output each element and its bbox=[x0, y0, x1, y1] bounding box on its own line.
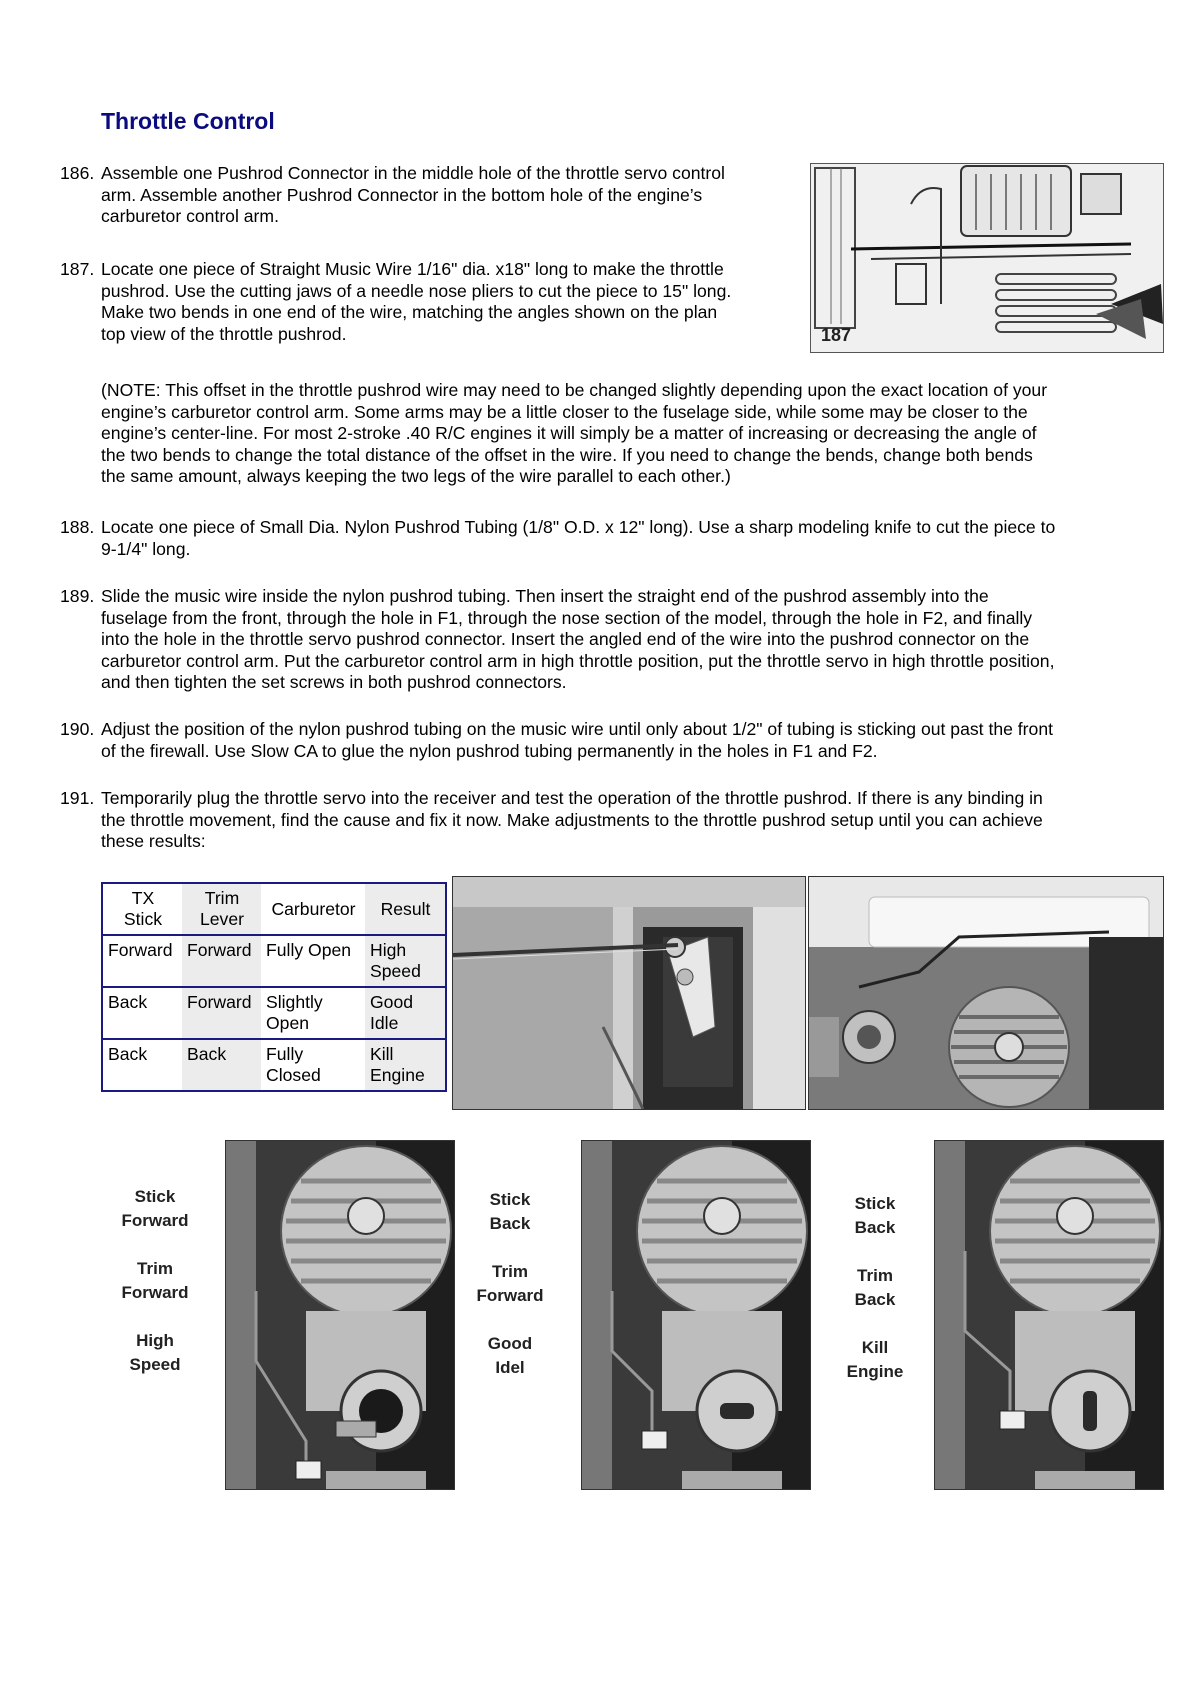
header-carburetor: Carburetor bbox=[261, 883, 365, 935]
text-line: the throttle movement, find the cause and fix it now. Make adjustments to the throttle pushrod setup until you can achieve bbox=[101, 809, 1043, 830]
figure-187-drawing bbox=[810, 163, 1164, 353]
text-line: into the hole in the throttle servo pushrod connector. Insert the angled end of the wire into the pushrod connector on the bbox=[101, 629, 1030, 650]
throttle-results-table bbox=[101, 882, 447, 1092]
engine-photo-icon bbox=[809, 877, 1163, 1109]
text-line: these results: bbox=[101, 831, 206, 852]
servo-photo-icon bbox=[453, 877, 805, 1109]
engine-top-photo bbox=[808, 876, 1164, 1110]
table-row bbox=[102, 987, 446, 1039]
table-row bbox=[102, 1039, 446, 1091]
engine-good-idle-photo bbox=[581, 1140, 811, 1490]
step-text bbox=[101, 788, 1043, 853]
header-tx-stick: TX Stick bbox=[102, 883, 182, 935]
step-number: 187. bbox=[60, 259, 95, 279]
text-line: pushrod. Use the cutting jaws of a needle nose pliers to cut the piece to 15" long. bbox=[101, 280, 732, 301]
text-line: (NOTE: This offset in the throttle pushrod wire may need to be changed slightly depending upon the exact location of your bbox=[101, 380, 1048, 400]
step-text bbox=[101, 517, 1055, 560]
text-line: fuselage from the front, through the hole in F1, through the nose section of the model, through the hole in F2, and finally bbox=[101, 607, 1033, 628]
text-line: top view of the throttle pushrod. bbox=[101, 323, 347, 344]
note-paragraph bbox=[101, 380, 1171, 488]
header-trim-lever: Trim Lever bbox=[182, 883, 261, 935]
text-line: Adjust the position of the nylon pushrod tubing on the music wire until only about 1/2" of tubing is sticking out past the front bbox=[101, 719, 1053, 739]
step-text bbox=[101, 259, 731, 345]
text-line: carburetor control arm. bbox=[101, 206, 279, 227]
step-text bbox=[101, 586, 1054, 694]
table-row bbox=[102, 935, 446, 987]
step-text bbox=[101, 163, 725, 228]
figure-number-label: 187 bbox=[821, 325, 852, 345]
step-number: 188. bbox=[60, 517, 95, 537]
step-number: 186. bbox=[60, 163, 95, 183]
servo-arm-photo bbox=[452, 876, 806, 1110]
text-line: Make two bends in one end of the wire, matching the angles shown on the plan bbox=[101, 302, 718, 323]
text-line: Locate one piece of Straight Music Wire 1/16" dia. x18" long to make the throttle bbox=[101, 259, 724, 279]
text-line: engine’s center-line. For most 2-stroke .40 R/C engines it will simply be a matter of increasing or decreasing the angle of bbox=[101, 423, 1037, 444]
engine-high-speed-photo bbox=[225, 1140, 455, 1490]
header-result: Result bbox=[365, 883, 446, 935]
table-cell: Forward bbox=[182, 935, 261, 987]
table-cell: Fully Open bbox=[261, 935, 365, 987]
page-title: Throttle Control bbox=[101, 108, 275, 134]
text-line: the two bends to change the total distance of the offset in the wire. If you need to change the bends, change both bends bbox=[101, 444, 1033, 465]
text-line: Assemble one Pushrod Connector in the middle hole of the throttle servo control bbox=[101, 163, 725, 183]
table-cell: Good Idle bbox=[365, 987, 446, 1039]
text-line: 9-1/4" long. bbox=[101, 538, 191, 559]
text-line: arm. Assemble another Pushrod Connector in the bottom hole of the engine’s bbox=[101, 184, 703, 205]
text-line: of the firewall. Use Slow CA to glue the nylon pushrod tubing permanently in the holes in F1 and F2. bbox=[101, 740, 878, 761]
table-header-row bbox=[102, 883, 446, 935]
table-cell: Back bbox=[102, 1039, 182, 1091]
table-cell: Back bbox=[182, 1039, 261, 1091]
caption-good-idle: Stick Back Trim Forward Good Idel bbox=[476, 1190, 544, 1377]
step-number: 190. bbox=[60, 719, 95, 739]
table-cell: Kill Engine bbox=[365, 1039, 446, 1091]
text-line: the same amount, always keeping the two legs of the wire parallel to each other.) bbox=[101, 466, 731, 487]
engine-photo-icon bbox=[582, 1141, 810, 1489]
table-cell: Forward bbox=[102, 935, 182, 987]
table-cell: Fully Closed bbox=[261, 1039, 365, 1091]
table-cell: Slightly Open bbox=[261, 987, 365, 1039]
text-line: Locate one piece of Small Dia. Nylon Pushrod Tubing (1/8" O.D. x 12" long). Use a sharp modeling knife to cut the piece to bbox=[101, 517, 1056, 537]
step-number: 189. bbox=[60, 586, 95, 606]
table-cell: Back bbox=[102, 987, 182, 1039]
table-cell: Forward bbox=[182, 987, 261, 1039]
text-line: and then tighten the set screws in both pushrod connectors. bbox=[101, 672, 567, 693]
engine-kill-photo bbox=[934, 1140, 1164, 1490]
engine-photo-icon bbox=[226, 1141, 454, 1489]
caption-high-speed: Stick Forward Trim Forward High Speed bbox=[121, 1187, 189, 1374]
step-text bbox=[101, 719, 1053, 762]
engine-photo-icon bbox=[935, 1141, 1163, 1489]
plan-sketch-icon bbox=[811, 164, 1163, 352]
text-line: Temporarily plug the throttle servo into the receiver and test the operation of the throttle pushrod. If there is any binding in bbox=[101, 788, 1043, 808]
text-line: Slide the music wire inside the nylon pushrod tubing. Then insert the straight end of the pushrod assembly into the bbox=[101, 586, 989, 606]
table-cell: High Speed bbox=[365, 935, 446, 987]
step-number: 191. bbox=[60, 788, 95, 808]
text-line: carburetor control arm. Put the carburetor control arm in high throttle position, put the throttle servo in high throttle position, bbox=[101, 650, 1055, 671]
caption-kill-engine: Stick Back Trim Back Kill Engine bbox=[846, 1194, 904, 1381]
text-line: engine’s carburetor control arm. Some arms may be a little closer to the fuselage side, while some may be closer to the bbox=[101, 401, 1028, 422]
